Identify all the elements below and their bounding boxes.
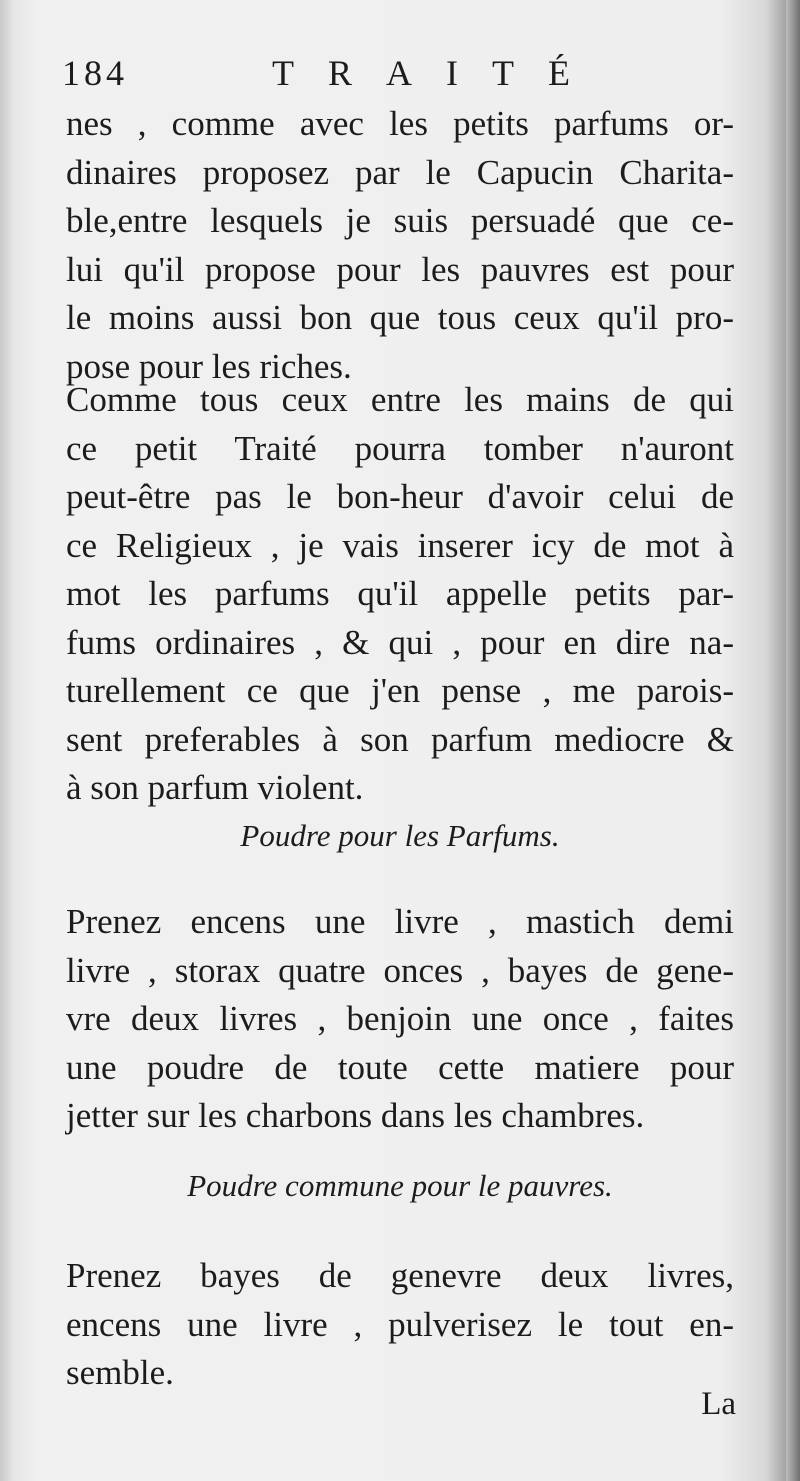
text-line: peut-être pas le bon-heur d'avoir celui de	[66, 477, 734, 516]
text-line: à son parfum violent.	[66, 768, 364, 807]
text-line: ble,entre lesquels je suis persuadé que ce-	[66, 201, 734, 240]
text-line: le moins aussi bon que tous ceux qu'il pro-	[66, 298, 734, 337]
text-line: ce Religieux , je vais inserer icy de mot à	[66, 525, 734, 565]
text-line: Prenez encens une livre , mastich demi	[66, 902, 734, 941]
paragraph-4	[66, 1252, 734, 1398]
page-number: 184	[62, 53, 128, 93]
text-line: fums ordinaires , & qui , pour en dire na-	[66, 622, 734, 662]
text-line: sent preferables à son parfum mediocre &	[66, 719, 734, 759]
text-line: jetter sur les charbons dans les chambres.	[66, 1096, 645, 1135]
text-line: mot les parfums qu'il appelle petits par-	[66, 574, 734, 613]
running-title: TRAITÉ	[272, 53, 604, 93]
paragraph-2	[66, 376, 734, 813]
text-line: encens une livre , pulverisez le tout en-	[66, 1304, 734, 1344]
text-line: semble.	[66, 1353, 174, 1392]
catchword: La	[701, 1386, 736, 1422]
text-line: turellement ce que j'en pense , me parois-	[66, 671, 734, 710]
text-line: vre deux livres , benjoin une once , faites	[66, 999, 734, 1038]
text-line: Prenez bayes de genevre deux livres,	[66, 1256, 734, 1295]
text-line: nes , comme avec les petits parfums or-	[66, 104, 734, 143]
text-line: livre , storax quatre onces , bayes de gene-	[66, 950, 734, 990]
text-line: une poudre de toute cette matiere pour	[66, 1047, 734, 1087]
recipe-heading-1: Poudre pour les Parfums.	[240, 818, 560, 853]
paragraph-3	[66, 898, 734, 1141]
paragraph-1	[66, 100, 734, 391]
text-line: dinaires proposez par le Capucin Charita-	[66, 152, 734, 192]
page-header	[62, 52, 742, 96]
text-line: ce petit Traité pourra tomber n'auront	[66, 428, 734, 468]
text-line: lui qu'il propose pour les pauvres est pour	[66, 249, 734, 289]
text-line: pose pour les riches.	[66, 346, 352, 386]
recipe-heading-2: Poudre commune pour le pauvres.	[187, 1168, 613, 1203]
text-line: Comme tous ceux entre les mains de qui	[66, 380, 734, 419]
page-gutter-shadow	[786, 0, 800, 1481]
